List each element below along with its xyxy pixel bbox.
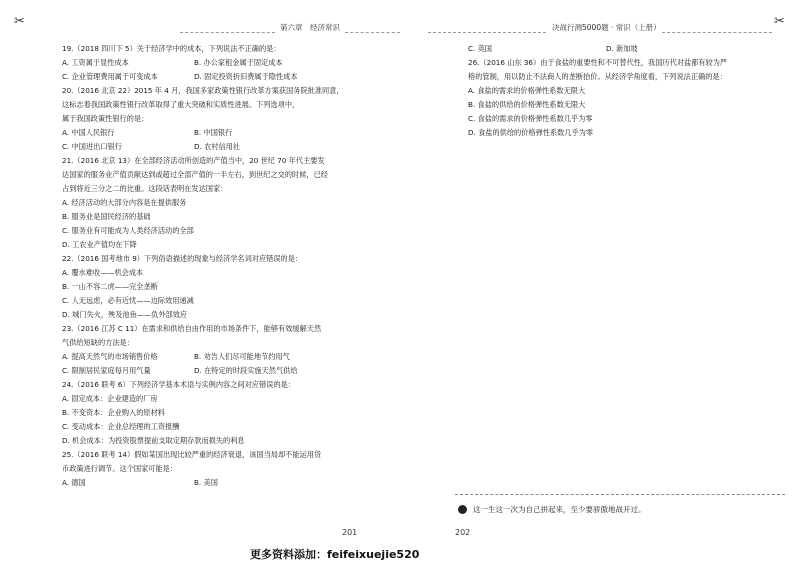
option: B. 不变资本：企业购入的原材料 (62, 408, 165, 417)
option-row (62, 478, 392, 488)
option-row (62, 58, 392, 68)
option: B. 一山不容二虎——完全垄断 (62, 282, 158, 291)
header-rule (428, 32, 546, 33)
option: A. 覆水难收——机会成本 (62, 268, 144, 277)
left-question-list (62, 44, 392, 492)
option: C. 变动成本：企业总经理的工资报酬 (62, 422, 180, 431)
question-stem-line: 这标志着我国政策性银行改革取得了重大突破和实质性进展。下列选项中， (62, 100, 300, 109)
footer-contact: 更多资料添加：feifeixuejie520 (250, 548, 420, 561)
question-stem-line: 占到将近三分之二的比重。这段话表明在发达国家： (62, 184, 228, 193)
option: A. 德国 (62, 478, 86, 487)
right-page (400, 0, 800, 566)
chapter-header: 第六章 经济常识 (280, 23, 340, 32)
option: A. 经济活动的大部分内容是在提供服务 (62, 198, 187, 207)
option: C. 中国进出口银行 (62, 142, 122, 151)
option: C. 英国 (468, 44, 492, 53)
option: D. 城门失火，殃及池鱼——负外部效应 (62, 310, 188, 319)
question-block (62, 44, 392, 82)
option-row (62, 366, 392, 376)
option: A. 食盐的需求的价格弹性系数无限大 (468, 86, 586, 95)
option: C. 限制居民家庭每月用气量 (62, 366, 151, 375)
option: C. 食盐的需求的价格弹性系数几乎为零 (468, 114, 593, 123)
question-stem-line: 达国家的服务业产值贡献达到或超过全部产值的一半左右，到世纪之交的时候，已经 (62, 170, 328, 179)
book-header: 决战行测5000题 · 常识（上册） (552, 23, 661, 32)
question-stem-line: 19.（2018 四川下 5）关于经济学中的成本，下列说法不正确的是： (62, 44, 281, 53)
option-row (62, 72, 392, 82)
header-rule (180, 32, 275, 33)
option: D. 固定投资折旧费属于隐性成本 (194, 72, 298, 81)
page-number: 202 (455, 528, 471, 537)
option: C. 服务业有可能成为人类经济活动的全部 (62, 226, 194, 235)
question-stem-line: 21.（2016 北京 13）在全部经济活动所创造的产值当中，20 世纪 70 年代主要发 (62, 156, 325, 165)
option-row (62, 142, 392, 152)
question-block (62, 380, 392, 446)
option: D. 在特定的时段实施天然气供给 (194, 366, 298, 375)
tip-text: 这一生这一次为自己拼起来，至少要骄傲地战开过。 (473, 505, 646, 514)
option-row (62, 128, 392, 138)
question-block (62, 156, 392, 250)
option: B. 办公家租金属于固定成本 (194, 58, 283, 67)
question-stem-line: 格的管制，用以防止不法商人的垄断抬价。从经济学角度看，下列说法正确的是： (468, 72, 727, 81)
question-block (62, 86, 392, 152)
question-stem-line: 币政策进行调节。这个国家可能是： (62, 464, 178, 473)
question-stem-line: 22.（2016 国考地市 9）下列俗语描述的现象与经济学名词对应错误的是： (62, 254, 303, 263)
question-stem-line: 24.（2016 联考 6）下列经济学基本术语与实例内容之间对应错误的是： (62, 380, 295, 389)
header-rule (662, 32, 772, 33)
question-stem-line: 20.（2016 北京 22）2015 年 4 月，我国多家政策性银行改革方案获国务院批准同意， (62, 86, 344, 95)
motivation-tip (458, 504, 646, 515)
option: A. 固定成本：企业建造的厂房 (62, 394, 158, 403)
scissors-icon: ✂ (774, 14, 785, 29)
question-block (62, 450, 392, 488)
option: C. 人无远虑，必有近忧——边际效用递减 (62, 296, 194, 305)
option: D. 新加坡 (606, 44, 638, 53)
option-row (62, 352, 392, 362)
page-number: 201 (342, 528, 358, 537)
scissors-icon: ✂ (14, 14, 25, 29)
header-rule (345, 32, 400, 33)
question-stem-line: 属于我国政策性银行的是： (62, 114, 149, 123)
option: B. 劝告人们尽可能地节约用气 (194, 352, 290, 361)
question-stem-line: 气供给短缺的方法是： (62, 338, 134, 347)
option: D. 工农业产值均在下降 (62, 240, 137, 249)
tip-divider (455, 494, 785, 495)
option: C. 企业管理费用属于可变成本 (62, 72, 158, 81)
option: A. 工资属于显性成本 (62, 58, 129, 67)
option: B. 美国 (194, 478, 218, 487)
right-question-list (468, 44, 793, 142)
option: B. 食盐的供给的价格弹性系数无限大 (468, 100, 586, 109)
option: D. 机会成本：为投资股票提前支取定期存款而损失的利息 (62, 436, 245, 445)
question-block (62, 254, 392, 320)
question-stem-line: 25.（2016 联考 14）假如某国出现比较严重的经济衰退，该国当局却不能运用货 (62, 450, 322, 459)
option: A. 提高天然气的市场销售价格 (62, 352, 158, 361)
option: D. 农村信用社 (194, 142, 241, 151)
option-row (468, 44, 793, 54)
question-block (62, 324, 392, 376)
question-stem-line: 23.（2016 江苏 C 11）在需求和供给自由作用的市场条件下，能够有效缓解天然 (62, 324, 322, 333)
option: D. 食盐的供给的价格弹性系数几乎为零 (468, 128, 594, 137)
option: B. 服务业是国民经济的基础 (62, 212, 151, 221)
option: B. 中国银行 (194, 128, 233, 137)
option: A. 中国人民银行 (62, 128, 115, 137)
question-26 (468, 58, 793, 138)
question-stem-line: 26.（2016 山东 36）由于食盐的重要性和不可替代性，我国历代对盐都有较为严 (468, 58, 728, 67)
bullet-icon (458, 505, 467, 514)
